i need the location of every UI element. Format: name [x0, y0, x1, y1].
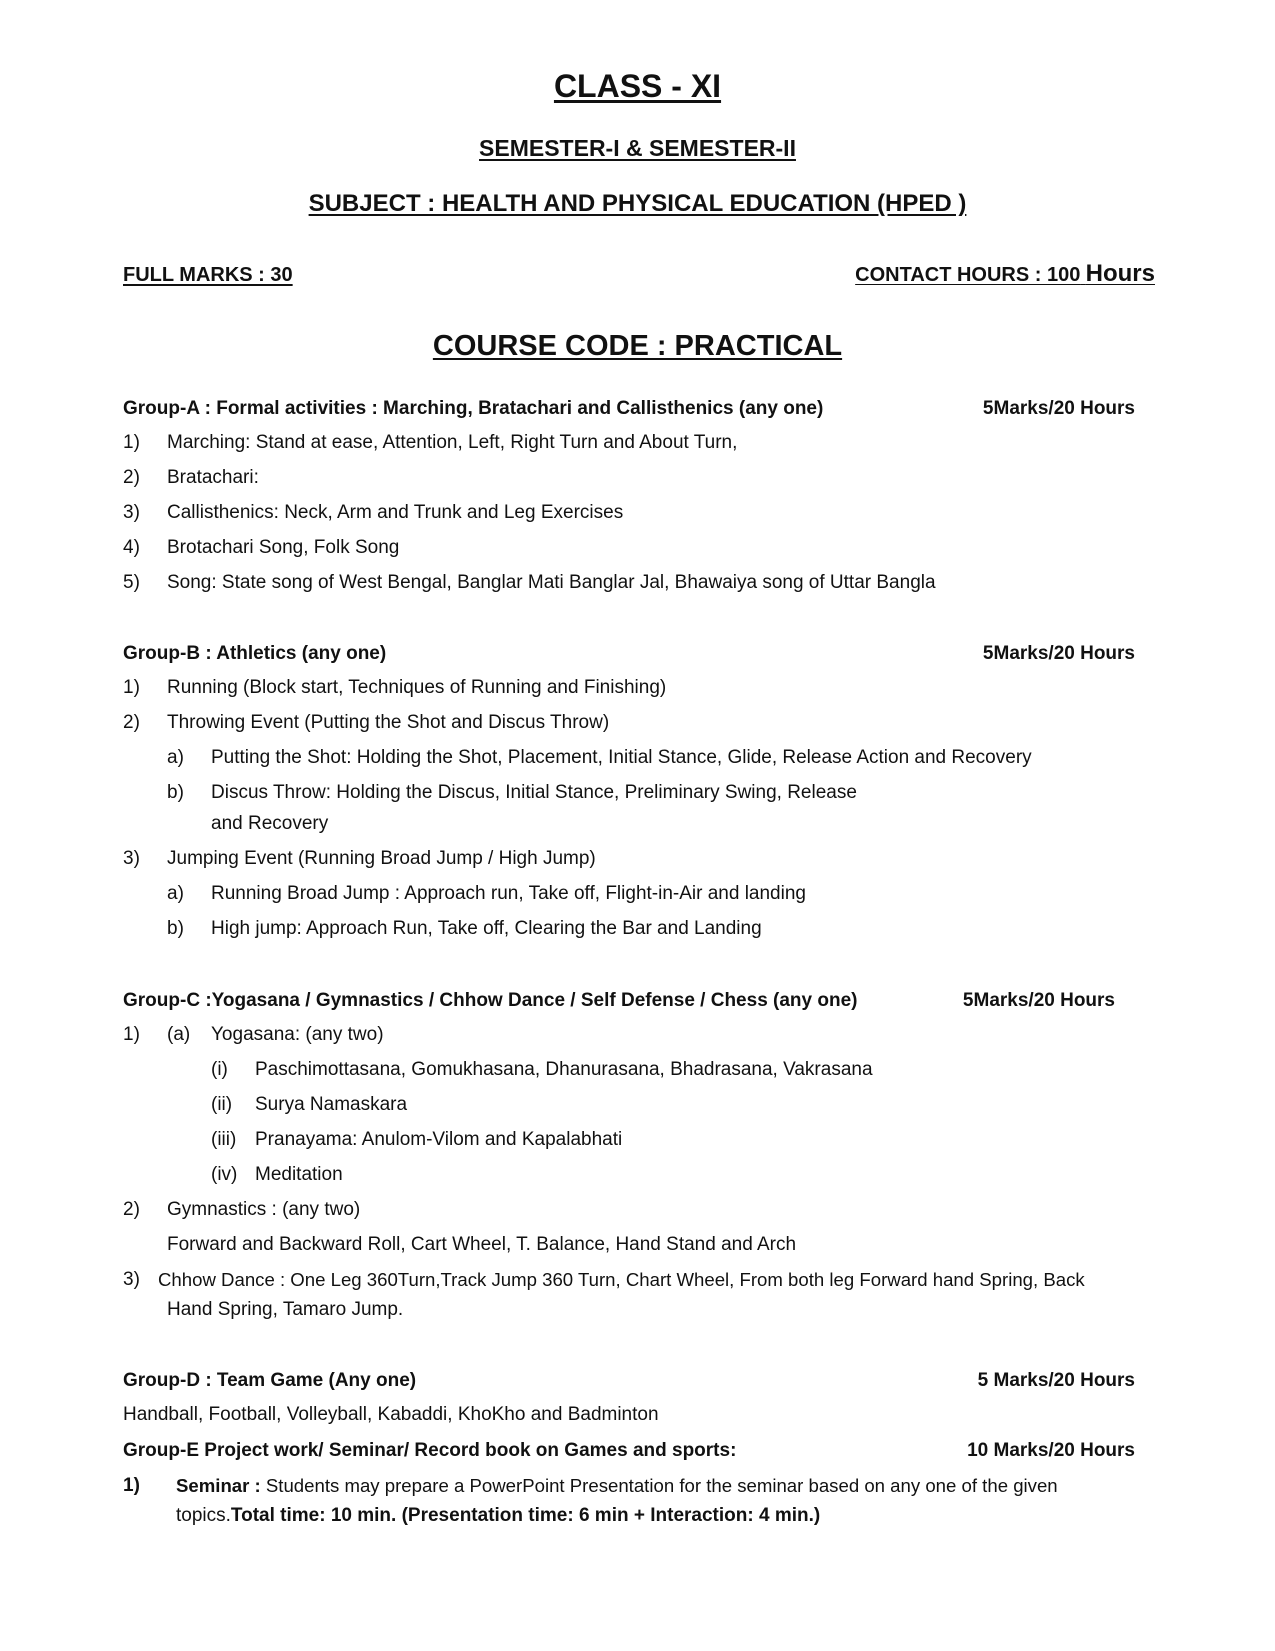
yoga-item-num: (iv) [211, 1164, 238, 1185]
group-a-title: Group-A : Formal activities : Marching, Bratachari and Callisthenics (any one) [123, 398, 824, 419]
group-a-marks: 5Marks/20 Hours [982, 398, 1135, 419]
sub-item-text: Putting the Shot: Holding the Shot, Placement, Initial Stance, Glide, Release Action and Recovery [211, 747, 1032, 768]
sub-item-num: b) [167, 918, 184, 939]
sub-item-num: a) [167, 883, 184, 904]
list-item-text: Gymnastics : (any two) [167, 1199, 361, 1220]
group-c-title: Group-C :Yogasana / Gymnastics / Chhow Dance / Self Defense / Chess (any one) [123, 990, 858, 1011]
sub-item-num: b) [167, 782, 184, 803]
sub-item-text: Running Broad Jump : Approach run, Take off, Flight-in-Air and landing [211, 883, 806, 904]
list-item-text: Bratachari: [167, 467, 259, 488]
full-marks [123, 264, 293, 287]
list-item: 5) [123, 572, 140, 593]
seminar-time: Total time: 10 min. (Presentation time: 6 min + Interaction: 4 min.) [230, 1505, 821, 1526]
semester-heading [0, 135, 1275, 162]
yoga-item-num: (i) [211, 1059, 228, 1080]
group-b-marks: 5Marks/20 Hours [982, 643, 1135, 664]
yoga-item-text: Surya Namaskara [255, 1094, 408, 1115]
yoga-item-text: Meditation [255, 1164, 343, 1185]
list-item-num: 1) [123, 1475, 140, 1496]
course-code-text: COURSE CODE : PRACTICAL [432, 330, 843, 362]
list-item: 1) [123, 432, 140, 453]
list-item-text: Marching: Stand at ease, Attention, Left, Right Turn and About Turn, [167, 432, 738, 453]
seminar-line-2 [176, 1505, 820, 1527]
yoga-item-num: (iii) [211, 1129, 237, 1150]
contact-hours [855, 260, 1155, 288]
seminar-label: Seminar : [176, 1475, 261, 1496]
yoga-item-text: Paschimottasana, Gomukhasana, Dhanurasana, Bhadrasana, Vakrasana [255, 1059, 873, 1080]
list-item: 4) [123, 537, 140, 558]
list-item-sub: (a) [167, 1024, 191, 1045]
list-item-text-cont: Forward and Backward Roll, Cart Wheel, T. Balance, Hand Stand and Arch [167, 1234, 797, 1255]
list-item-num: 2) [123, 1199, 140, 1220]
group-c-marks: 5Marks/20 Hours [962, 990, 1115, 1011]
semester-text: SEMESTER-I & SEMESTER-II [479, 135, 796, 161]
course-code-heading [0, 330, 1275, 363]
subject-text: SUBJECT : HEALTH AND PHYSICAL EDUCATION (HPED ) [308, 190, 967, 217]
full-marks-text: FULL MARKS : 30 [123, 264, 293, 286]
list-item-text: Yogasana: (any two) [211, 1024, 384, 1045]
list-item-num: 2) [123, 712, 140, 733]
sub-item-text-cont: and Recovery [211, 813, 329, 834]
list-item-num: 3) [123, 848, 140, 869]
yoga-item-text: Pranayama: Anulom-Vilom and Kapalabhati [255, 1129, 623, 1150]
list-item: 2) [123, 467, 140, 488]
group-e-marks: 10 Marks/20 Hours [967, 1440, 1135, 1461]
subject-heading [0, 190, 1275, 218]
list-item-num: 3) [123, 1269, 140, 1290]
list-item-text: Jumping Event (Running Broad Jump / High Jump) [167, 848, 596, 869]
list-item: 3) [123, 502, 140, 523]
contact-hours-text: CONTACT HOURS : 100 [855, 264, 1081, 286]
group-d-marks: 5 Marks/20 Hours [977, 1370, 1135, 1391]
list-item-text: Throwing Event (Putting the Shot and Discus Throw) [167, 712, 610, 733]
sub-item-num: a) [167, 747, 184, 768]
contact-hours-unit: Hours [1085, 260, 1155, 287]
group-d-text: Handball, Football, Volleyball, Kabaddi, KhoKho and Badminton [123, 1404, 659, 1425]
list-item-text: Chhow Dance : One Leg 360Turn,Track Jump 360 Turn, Chart Wheel, From both leg Forward hand Spring, Back [158, 1269, 1085, 1290]
class-title-text: CLASS - XI [553, 68, 722, 104]
list-item-num: 1) [123, 677, 140, 698]
list-item-text-cont: Hand Spring, Tamaro Jump. [167, 1299, 404, 1320]
seminar-line [176, 1475, 1058, 1497]
list-item-text: Running (Block start, Techniques of Running and Finishing) [167, 677, 667, 698]
list-item-num: 1) [123, 1024, 140, 1045]
list-item-text: Callisthenics: Neck, Arm and Trunk and Leg Exercises [167, 502, 624, 523]
sub-item-text: Discus Throw: Holding the Discus, Initial Stance, Preliminary Swing, Release [211, 782, 857, 803]
group-e-title: Group-E Project work/ Seminar/ Record book on Games and sports: [123, 1440, 737, 1461]
sub-item-text: High jump: Approach Run, Take off, Clearing the Bar and Landing [211, 918, 762, 939]
seminar-text-2: topics. [176, 1505, 231, 1526]
group-b-title: Group-B : Athletics (any one) [123, 643, 387, 664]
class-title [0, 68, 1275, 105]
list-item-text: Brotachari Song, Folk Song [167, 537, 400, 558]
yoga-item-num: (ii) [211, 1094, 233, 1115]
group-d-title: Group-D : Team Game (Any one) [123, 1370, 417, 1391]
list-item-text: Song: State song of West Bengal, Banglar Mati Banglar Jal, Bhawaiya song of Uttar Bangla [167, 572, 936, 593]
seminar-text: Students may prepare a PowerPoint Presentation for the seminar based on any one of the given [260, 1475, 1058, 1496]
